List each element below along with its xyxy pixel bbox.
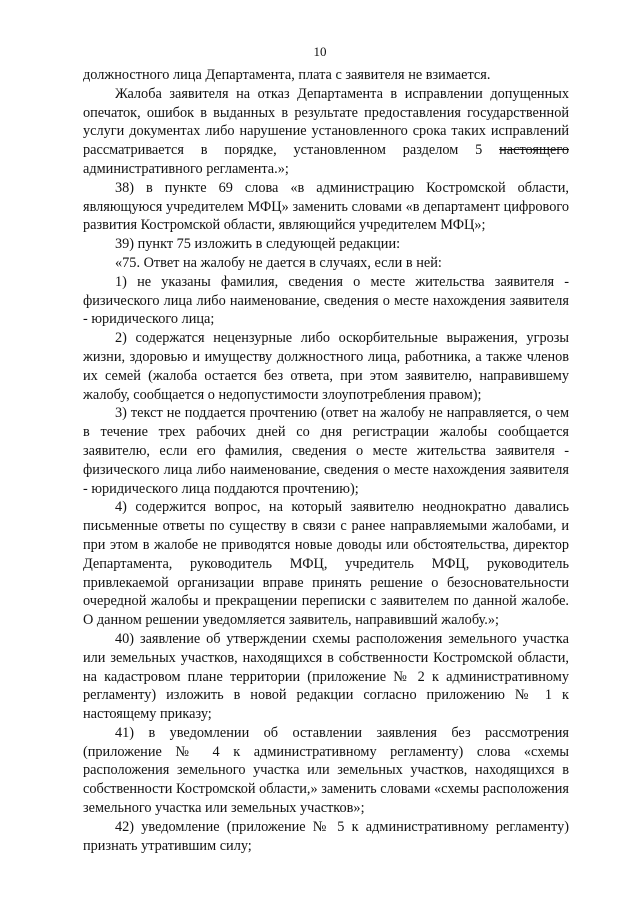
- clause-75-subitem-1: 1) не указаны фамилия, сведения о месте жительства заявителя - физического лица либо наименование, сведения о месте нахождения заявителя - юридического лица;: [83, 273, 569, 328]
- item-41: 41) в уведомлении об оставлении заявления без рассмотрения (приложение № 4 к административному регламенту) слова «схемы расположения земельного участка или земельных участков, находящихся в собственности Костромской области,» заменить словами «схемы расположения земельного участка или земельных участков»;: [83, 724, 569, 817]
- clause-75-subitem-4: 4) содержится вопрос, на который заявителю неоднократно давались письменные ответы по существу в связи с ранее направляемыми жалобами, и при этом в жалобе не приводятся новые доводы или обстоятельства, директор Департамента, руководитель МФЦ, учредитель МФЦ, руководитель привлекаемой организации вправе принять решение о безосновательности очередной жалобы и прекращении переписки с заявителем по данной жалобе. О данном решении уведомляется заявитель, направивший жалобу.»;: [83, 499, 569, 629]
- clause-75-heading: «75. Ответ на жалобу не дается в случаях, если в ней:: [115, 254, 442, 271]
- item-38: 38) в пункте 69 слова «в администрацию Костромской области, являющуюся учредителем МФЦ» заменить словами «в департамент цифрового развития Костромской области, являющийся учредителем МФЦ»;: [83, 179, 569, 234]
- document-body: [83, 66, 569, 855]
- paragraph-complaint-typos: Жалоба заявителя на отказ Департамента в исправлении допущенных опечаток, ошибок в выданных в результате предоставления государственной услуги документах либо нарушение установленного срока таких исправлений рассматривается в порядке, установленном разделом 5 настоящего административного регламента.»;: [83, 85, 569, 177]
- page-number: 10: [313, 44, 327, 59]
- clause-75-subitem-2: 2) содержатся нецензурные либо оскорбительные выражения, угрозы жизни, здоровью и имуществу должностного лица, работника, а также членов их семей (жалоба остается без ответа, при этом заявителю, направившему жалобу, сообщается о недопустимости злоупотребления правом);: [83, 330, 569, 403]
- item-39: 39) пункт 75 изложить в следующей редакции:: [115, 236, 401, 253]
- item-40: 40) заявление об утверждении схемы расположения земельного участка или земельных участков, находящихся в собственности Костромской области, на кадастровом плане территории (приложение № 2 к административному регламенту) изложить в новой редакции согласно приложению № 1 к настоящему приказу;: [83, 630, 569, 723]
- paragraph-continuation: должностного лица Департамента, плата с заявителя не взимается.: [83, 67, 491, 83]
- clause-75-subitem-3: 3) текст не поддается прочтению (ответ на жалобу не направляется, о чем в течение трех рабочих дней со дня регистрации жалобы сообщается заявителю, если его фамилия, сведения о месте жительства заявителя - физического лица либо наименование, сведения о месте нахождения заявителя - юридического лица поддаются прочтению);: [83, 405, 569, 497]
- item-42: 42) уведомление (приложение № 5 к административному регламенту) признать утратившим силу;: [83, 818, 569, 854]
- struck-word: настоящего: [499, 142, 569, 159]
